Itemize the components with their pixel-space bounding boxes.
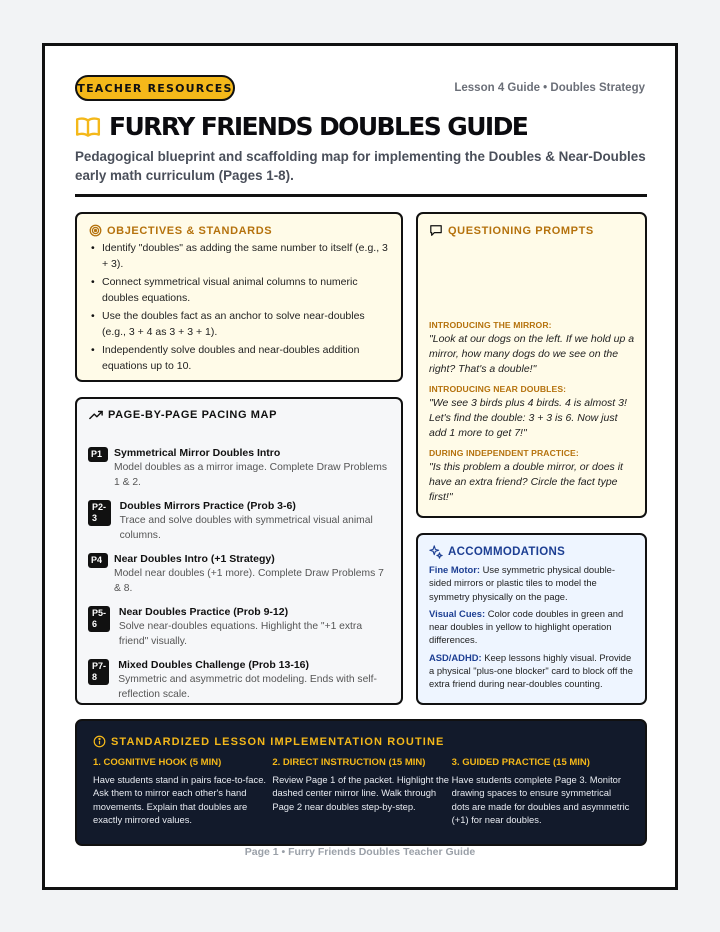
target-icon — [89, 224, 102, 237]
prompt-item — [429, 384, 636, 441]
pacing-title: Near Doubles Intro (+1 Strategy) — [114, 553, 275, 565]
pacing-item — [88, 552, 391, 596]
prompt-label: DURING INDEPENDENT PRACTICE: — [429, 448, 579, 458]
routine-step — [452, 757, 631, 827]
step-desc: Have students stand in pairs face-to-face. Ask them to mirror each other's hand movements. Explain that doubles are exactly mirrored values. — [93, 774, 267, 826]
pacing-title: Near Doubles Practice (Prob 9-12) — [118, 606, 289, 618]
routine-steps — [93, 757, 631, 827]
pacing-desc: Model near doubles (+1 more). Complete Draw Problems 7 & 8. — [114, 568, 384, 594]
pacing-title: Symmetrical Mirror Doubles Intro — [114, 447, 281, 459]
page-chip: P2-3 — [88, 500, 111, 526]
objectives-card — [75, 212, 403, 382]
accommodation-text: Use symmetric physical double-sided mirrors or plastic tiles to model the symmetry physically on the page. — [429, 564, 615, 602]
pacing-card — [75, 397, 403, 705]
prompt-item — [429, 320, 636, 377]
prompt-quote: "We see 3 birds plus 4 birds. 4 is almost 3! Let's find the double: 3 + 3 is 6. Now just add 1 more to get 7!" — [429, 397, 627, 439]
pacing-item — [88, 499, 391, 543]
accommodation-item — [429, 563, 634, 603]
accommodation-item — [429, 607, 634, 647]
page-subtitle: Pedagogical blueprint and scaffolding map for implementing the Doubles & Near-Doubles early math curriculum (Pages 1-8). — [75, 149, 646, 183]
page-chip: P4 — [88, 553, 108, 568]
list-item: • Independently solve doubles and near-doubles addition equations up to 10. — [89, 343, 389, 374]
pacing-desc: Model doubles as a mirror image. Complete Draw Problems 1 & 2. — [114, 462, 387, 488]
step-title: 3. GUIDED PRACTICE (15 MIN) — [451, 757, 590, 768]
routine-step — [272, 757, 451, 827]
accommodations-heading-text: ACCOMMODATIONS — [448, 546, 566, 558]
pacing-desc: Symmetric and asymmetric dot modeling. Ends with self-reflection scale. — [118, 674, 377, 700]
accommodation-text: Keep lessons highly visual. Provide a physical "plus-one blocker" card to block off the extra friend during near-doubles counting. — [429, 651, 633, 690]
questioning-card — [416, 212, 647, 518]
book-icon — [75, 114, 101, 140]
list-item: • Connect symmetrical visual animal columns to numeric doubles equations. — [89, 275, 389, 306]
list-item: • Identify "doubles" as adding the same number to itself (e.g., 3 + 3). — [89, 241, 389, 272]
page-title: FURRY FRIENDS DOUBLES GUIDE — [109, 112, 528, 141]
objectives-heading-text: OBJECTIVES & STANDARDS — [107, 224, 273, 237]
pacing-desc: Trace and solve doubles with symmetrical visual animal columns. — [119, 515, 373, 541]
accommodation-item — [429, 651, 634, 691]
prompt-label: INTRODUCING THE MIRROR: — [429, 320, 552, 330]
accommodation-text: Color code doubles in green and near doubles in yellow to highlight operation differences. — [429, 607, 624, 646]
accommodation-label: ASD/ADHD: — [429, 651, 482, 663]
prompt-item — [429, 448, 636, 505]
teacher-resources-badge: TEACHER RESOURCES — [75, 75, 235, 101]
questioning-heading — [429, 224, 634, 237]
accommodations-heading — [429, 545, 634, 559]
step-desc: Have students complete Page 3. Monitor drawing spaces to ensure symmetrical dots are made for doubles and asymmetric (+1) for near doubles. — [451, 774, 630, 826]
page-chip: P7-8 — [88, 659, 109, 685]
accommodation-label: Visual Cues: — [429, 607, 486, 619]
divider — [75, 194, 647, 197]
accommodations-card — [416, 533, 647, 705]
prompt-list — [429, 320, 636, 512]
routine-step — [93, 757, 272, 827]
list-item: • Use the doubles fact as an anchor to solve near-doubles (e.g., 3 + 4 as 3 + 3 + 1). — [89, 309, 389, 340]
routine-heading-text: STANDARDIZED LESSON IMPLEMENTATION ROUTINE — [111, 735, 445, 748]
pacing-heading-text: PAGE-BY-PAGE PACING MAP — [108, 409, 278, 421]
step-title: 1. COGNITIVE HOOK (5 MIN) — [93, 757, 222, 768]
title-row — [75, 112, 527, 141]
accommodation-label: Fine Motor: — [429, 564, 481, 575]
routine-heading — [93, 735, 629, 748]
guide-page — [42, 43, 678, 890]
pacing-list — [88, 446, 391, 711]
prompt-quote: "Look at our dogs on the left. If we hold up a mirror, how many dogs do we see on the right? That's a double!" — [429, 333, 635, 375]
step-title: 2. DIRECT INSTRUCTION (15 MIN) — [272, 757, 426, 768]
prompt-quote: "Is this problem a double mirror, or does it have an extra friend? Circle the fact type first!" — [429, 461, 623, 503]
sparkle-icon — [429, 545, 443, 559]
pacing-heading — [89, 409, 389, 421]
prompt-label: INTRODUCING NEAR DOUBLES: — [429, 384, 567, 394]
pacing-item — [88, 446, 391, 490]
pacing-title: Doubles Mirrors Practice (Prob 3-6) — [119, 500, 296, 512]
page-chip: P5-6 — [88, 606, 110, 632]
routine-card — [75, 719, 647, 846]
pacing-desc: Solve near-doubles equations. Highlight the "+1 extra friend" visually. — [118, 621, 363, 647]
speech-bubble-icon — [429, 224, 443, 237]
step-desc: Review Page 1 of the packet. Highlight the dashed center mirror line. Walk through Page 2 near doubles step-by-step. — [272, 774, 449, 812]
page-chip: P1 — [88, 447, 108, 462]
info-icon — [93, 735, 106, 748]
objectives-list — [89, 241, 389, 374]
pacing-title: Mixed Doubles Challenge (Prob 13-16) — [118, 659, 310, 671]
page-footer: Page 1 • Furry Friends Doubles Teacher Guide — [244, 846, 476, 858]
lesson-guide-label: Lesson 4 Guide • Doubles Strategy — [454, 82, 645, 94]
objectives-heading — [89, 224, 389, 237]
pacing-item — [88, 658, 391, 702]
trend-up-icon — [89, 409, 103, 421]
questioning-heading-text: QUESTIONING PROMPTS — [448, 224, 594, 237]
pacing-item — [88, 605, 391, 649]
